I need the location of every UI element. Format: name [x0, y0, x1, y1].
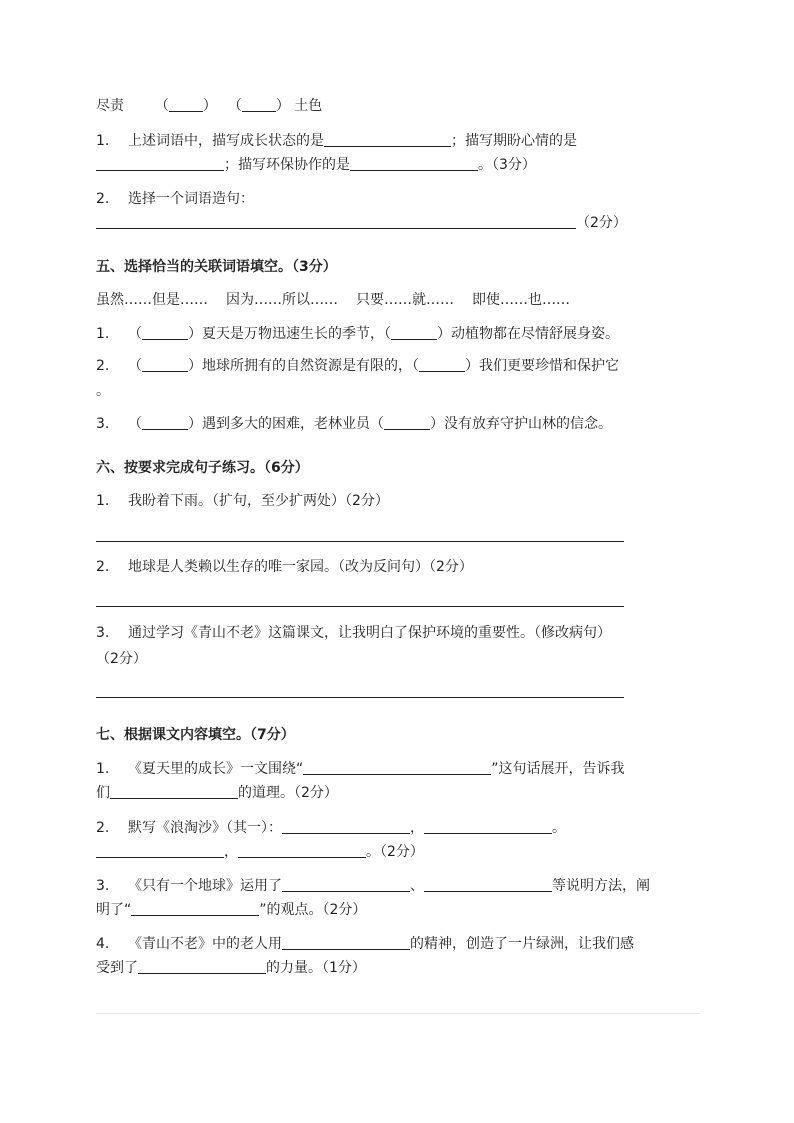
conjunction-options [96, 290, 570, 310]
blank-eco-teamwork[interactable] [350, 155, 478, 171]
s7-q1-blank-1[interactable] [303, 759, 491, 775]
s4-q2: 2. 选择一个词语造句： [96, 191, 254, 207]
s7-q3-line1: 3. 《只有一个地球》运用了 、 等说明方法，阐 [96, 878, 650, 894]
s5-q3: 3. （ ）遇到多大的困难，老林业员（ ）没有放弃守护山林的信念。 [96, 416, 612, 432]
s7-q3-blank-1[interactable] [282, 876, 410, 892]
word-blank-1[interactable] [169, 97, 203, 112]
s7-q4-line1: 4. 《青山不老》中的老人用 的精神，创造了一片绿洲，让我们感 [96, 936, 634, 952]
s7-q2-line2: ， 。（2分） [96, 842, 424, 862]
s5-q2: 2. （ ）地球所拥有的自然资源是有限的，（ ）我们更要珍惜和保护它 [96, 358, 619, 374]
s5-q1-blank-1[interactable] [142, 325, 188, 340]
s4-q1-line1: 1. 上述词语中，描写成长状态的是 ；描写期盼心情的是 [96, 133, 577, 149]
s7-q2-blank-4[interactable] [238, 842, 366, 858]
s7-q2-blank-2[interactable] [424, 818, 552, 834]
word-blank-2[interactable] [242, 97, 276, 112]
s6-q3-wrap: （2分） [96, 651, 147, 667]
option-4: 即使……也…… [472, 292, 570, 308]
s7-q2-line1: 2. 默写《浪淘沙》（其一）： ， 。 [96, 820, 566, 836]
blank-hope-mood[interactable] [96, 155, 224, 171]
blank-growth-state[interactable] [324, 131, 451, 147]
word-jinze: 尽责 [96, 98, 124, 114]
option-1: 虽然……但是…… [96, 292, 208, 308]
s6-q2-answer-line[interactable] [96, 606, 624, 607]
s7-q2-blank-1[interactable] [282, 818, 410, 834]
page-footer-divider [96, 1013, 700, 1014]
s6-q3-answer-line[interactable] [96, 697, 624, 698]
s4-q2-answer: （2分） [96, 213, 627, 233]
s5-q3-blank-2[interactable] [384, 415, 430, 430]
s7-q1-blank-2[interactable] [110, 783, 238, 799]
s5-q1: 1. （ ）夏天是万物迅速生长的季节，（ ）动植物都在尽情舒展身姿。 [96, 326, 619, 342]
s4-q1-line2: ；描写环保协作的是 。（3分） [96, 155, 536, 175]
option-3: 只要……就…… [356, 292, 454, 308]
section-5-title: 五、选择恰当的关联词语填空。（3分） [96, 259, 337, 275]
s7-q4-line2: 受到了 的力量。（1分） [96, 960, 366, 976]
word-row: 尽责 （ ） （ ） 土色 [96, 98, 323, 114]
s5-q2-blank-1[interactable] [142, 357, 188, 372]
word-tuse: 土色 [294, 98, 323, 114]
s7-q3-line2: 明了“ ”的观点。（2分） [96, 902, 367, 918]
s7-q3-blank-2[interactable] [424, 876, 552, 892]
sentence-answer-line[interactable] [96, 213, 576, 229]
s7-q1-line2: 们 的道理。（2分） [96, 785, 338, 801]
s7-q1-line1: 1. 《夏天里的成长》一文围绕“ ”这句话展开，告诉我 [96, 761, 625, 777]
option-2: 因为……所以…… [226, 292, 338, 308]
s5-q1-blank-2[interactable] [391, 325, 437, 340]
s7-q4-blank-1[interactable] [282, 934, 410, 950]
s5-q3-blank-1[interactable] [142, 415, 188, 430]
s7-q4-blank-2[interactable] [138, 958, 266, 974]
s5-q2-wrap: 。 [96, 383, 110, 399]
section-7-title: 七、根据课文内容填空。（7分） [96, 727, 295, 743]
s7-q3-blank-3[interactable] [131, 900, 259, 916]
s6-q2: 2. 地球是人类赖以生存的唯一家园。（改为反问句）（2分） [96, 559, 473, 575]
s5-q2-blank-2[interactable] [419, 357, 465, 372]
s6-q1: 1. 我盼着下雨。（扩句，至少扩两处）（2分） [96, 493, 389, 509]
section-6-title: 六、按要求完成句子练习。（6分） [96, 460, 309, 476]
s6-q1-answer-line[interactable] [96, 541, 624, 542]
s6-q3: 3. 通过学习《青山不老》这篇课文，让我明白了保护环境的重要性。（修改病句） [96, 625, 611, 641]
s7-q2-blank-3[interactable] [96, 842, 224, 858]
